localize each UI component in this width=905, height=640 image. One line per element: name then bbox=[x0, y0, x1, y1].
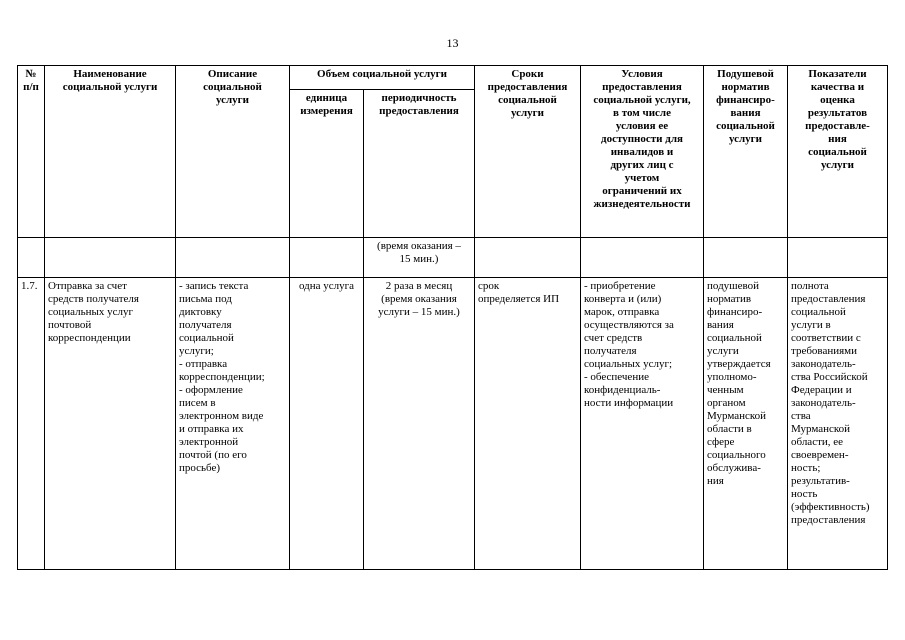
row-description: - запись текста письма под диктовку получателя социальной услуги; - отправка корреспонденции; - оформление писем в электронном виде и отправка их электронной почтой (по его просьбе) bbox=[176, 278, 290, 570]
header-description: Описание социальной услуги bbox=[176, 66, 290, 238]
row-name: Отправка за счет средств получателя социальных услуг почтовой корреспонденции bbox=[45, 278, 176, 570]
header-num: № п/п bbox=[18, 66, 45, 238]
header-norm: Подушевой норматив финансиро- вания социальной услуги bbox=[704, 66, 788, 238]
header-quality: Показатели качества и оценка результатов предоставле- ния социальной услуги bbox=[788, 66, 888, 238]
header-name: Наименование социальной услуги bbox=[45, 66, 176, 238]
row-unit: одна услуга bbox=[290, 278, 364, 570]
services-table bbox=[17, 65, 888, 570]
header-conditions: Условия предоставления социальной услуги, в том числе условия ее доступности для инвалидов и других лиц с учетом ограничений их жизнедеятельности bbox=[581, 66, 704, 238]
row-quality: полнота предоставления социальной услуги в соответствии с требованиями законодатель- ства Российской Федерации и законодатель- ства Мурманской области, ее своевремен- ность; результатив- ность (эффективность) предоставления bbox=[788, 278, 888, 570]
row-norm: подушевой норматив финансиро- вания социальной услуги утверждается уполномо- ченным органом Мурманской области в сфере социального обслужива- ния bbox=[704, 278, 788, 570]
continuation-row bbox=[18, 238, 888, 278]
header-terms: Сроки предоставления социальной услуги bbox=[475, 66, 581, 238]
row-periodicity: 2 раза в месяц (время оказания услуги – 15 мин.) bbox=[364, 278, 475, 570]
table-row bbox=[18, 278, 888, 570]
header-periodicity: периодичность предоставления bbox=[364, 90, 475, 238]
row-terms: срок определяется ИП bbox=[475, 278, 581, 570]
page-number: 13 bbox=[446, 36, 459, 50]
header-row-1 bbox=[18, 66, 888, 90]
header-unit: единица измерения bbox=[290, 90, 364, 238]
header-volume: Объем социальной услуги bbox=[290, 66, 475, 90]
row-num: 1.7. bbox=[18, 278, 45, 570]
continuation-periodicity: (время оказания – 15 мин.) bbox=[364, 238, 475, 278]
row-conditions: - приобретение конверта и (или) марок, отправка осуществляются за счет средств получателя социальных услуг; - обеспечение конфиденциаль- ности информации bbox=[581, 278, 704, 570]
